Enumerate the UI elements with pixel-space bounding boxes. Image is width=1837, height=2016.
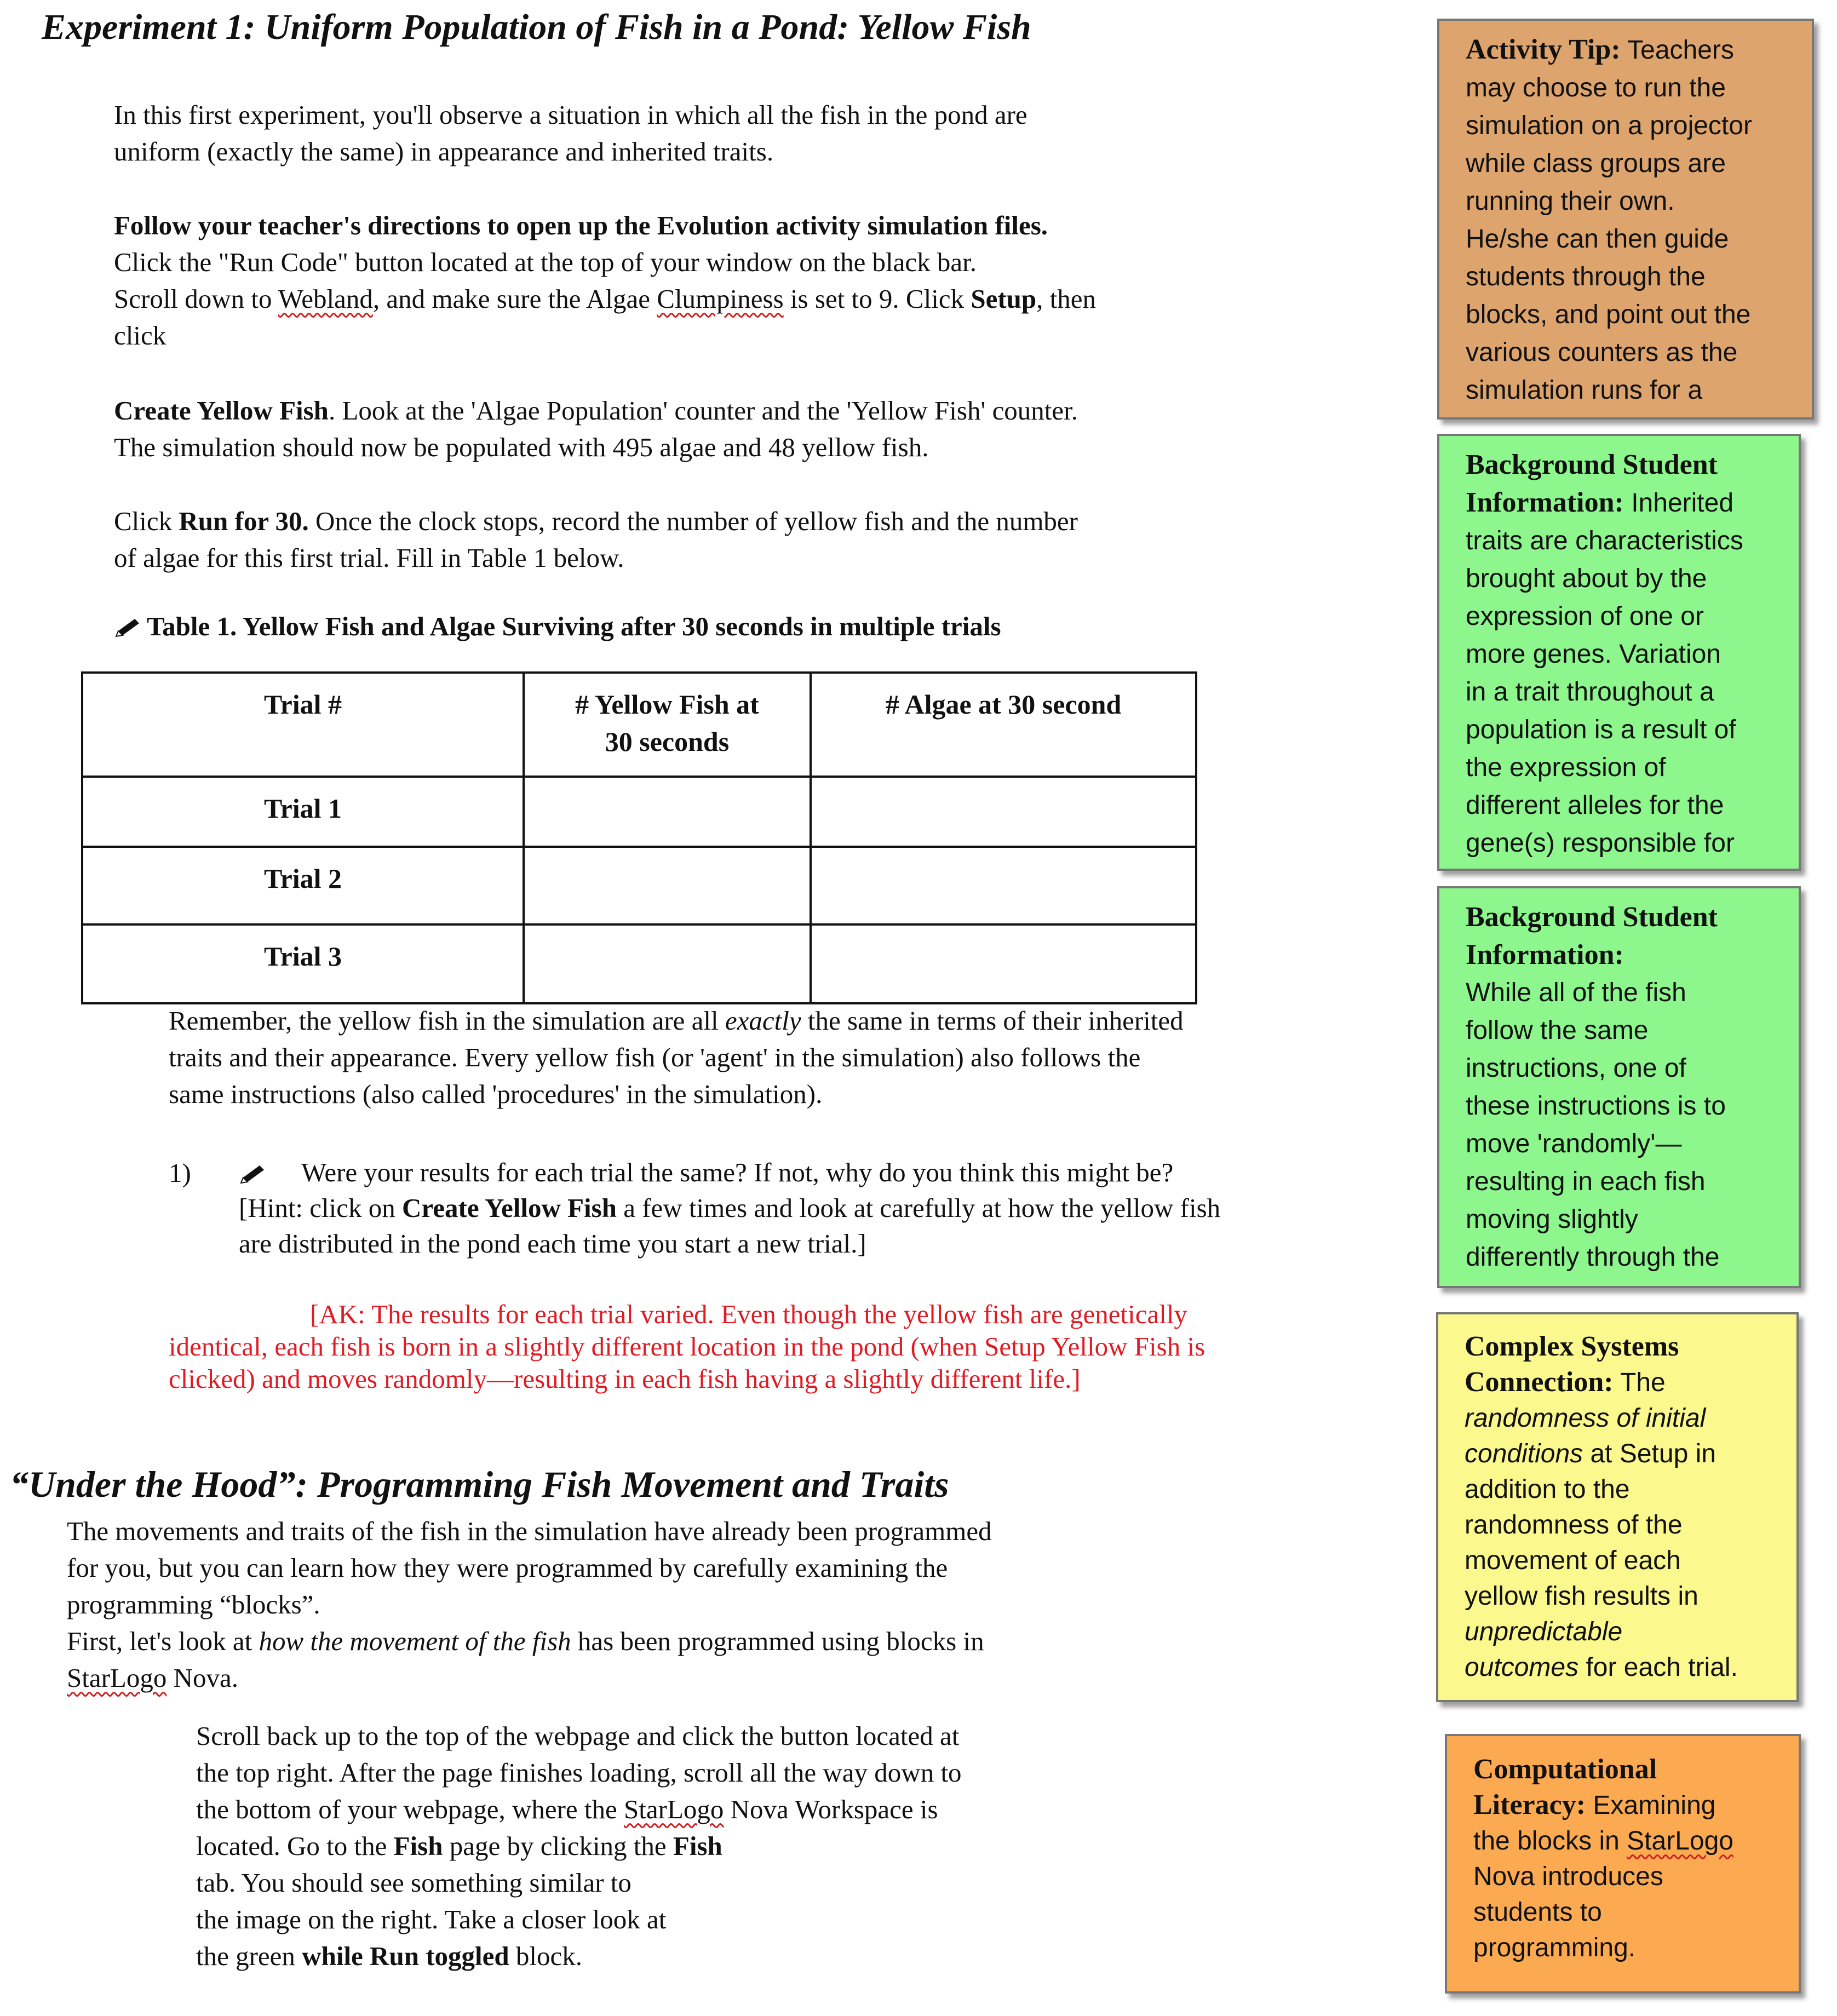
scroll-paragraph: Scroll back up to the top of the webpage and click the button located at the top right. After the page finishes loading, scroll all the way down to the bottom of your webpage, where the StarLogo Nova Workspace is located. Go to the Fish page by clicking the Fish tab. You should see something similar to the image on the right. Take a closer look at the green while Run toggled block. (196, 1721, 962, 1971)
under-hood-heading: “Under the Hood”: Programming Fish Movement and Traits (10, 1463, 949, 1505)
computational-literacy-box: Computational Literacy: Examining the blocks in StarLogo Nova introduces students to programming. (1445, 1734, 1801, 1994)
question-1: Were your results for each trial the same? If not, why do you think this might be? [Hint: click on Create Yellow Fish a few times and look at carefully at how the yellow fish are distributed in the pond each time you start a new trial.] (239, 1157, 1221, 1259)
trial-label: Trial 2 (82, 847, 524, 924)
activity-tip-box: Activity Tip: Teachers may choose to run the simulation on a projector while class groups are running their own. He/she can then guide students through the blocks, and point out the various counters as the simulation runs for a (1437, 19, 1814, 420)
remember-paragraph: Remember, the yellow fish in the simulation are all exactly the same in terms of their inherited traits and their appearance. Every yellow fish (or 'agent' in the simulation) also follows the same instructions (also called 'procedures' in the simulation). (169, 1006, 1184, 1109)
algae-cell[interactable] (811, 847, 1196, 924)
under-hood-paragraph: The movements and traits of the fish in the simulation have already been programmed for you, but you can learn how they were programmed by carefully examining the programming “blocks”. First, let's look at how the movement of the fish has been programmed using blocks in StarLogo Nova. (67, 1516, 992, 1693)
background-info-box-1: Background Student Information: Inherited traits are characteristics brought about by the expression of one or more genes. Variation in a trait throughout a population is a result of the expression of different alleles for the gene(s) responsible for (1437, 434, 1801, 871)
trials-table (81, 671, 1197, 1004)
directions-paragraph: Follow your teacher's directions to open up the Evolution activity simulation files. Click the "Run Code" button located at the top of your window on the black bar. Scroll down to Webland, and make sure the Algae Clumpiness is set to 9. Click Setup, then click (114, 210, 1097, 351)
trial-label: Trial 1 (82, 777, 524, 847)
create-fish-paragraph: Create Yellow Fish. Look at the 'Algae Population' counter and the 'Yellow Fish' counter. The simulation should now be populated with 495 algae and 48 yellow fish. (114, 395, 1078, 462)
algae-cell[interactable] (811, 777, 1196, 847)
trial-label: Trial 3 (82, 924, 524, 1003)
background-info-box-2: Background Student Information: While all of the fish follow the same instructions, one of these instructions is to move 'randomly'— resulting in each fish moving slightly differently through the (1437, 886, 1801, 1288)
intro-paragraph: In this first experiment, you'll observe a situation in which all the fish in the pond are uniform (exactly the same) in appearance and inherited traits. (114, 100, 1027, 166)
header-trial: Trial # (82, 673, 524, 777)
starlogo-text: StarLogo (67, 1663, 167, 1693)
webland-link: Webland (278, 284, 373, 314)
header-algae: # Algae at 30 second (811, 673, 1196, 777)
algae-cell[interactable] (811, 924, 1196, 1003)
yellow-fish-cell[interactable] (524, 847, 811, 924)
table-row (82, 847, 1196, 924)
table-row (82, 777, 1196, 847)
complex-systems-box: Complex Systems Connection: The randomness of initial conditions at Setup in addition to the randomness of the movement of each yellow fish results in unpredictable outcomes for each trial. (1436, 1312, 1799, 1702)
header-yellow-fish: # Yellow Fish at 30 seconds (524, 673, 811, 777)
pencil-icon (114, 611, 147, 648)
answer-key: [AK: The results for each trial varied. Even though the yellow fish are genetically identical, each fish is born in a slightly different location in the pond (when Setup Yellow Fish is clicked) and moves randomly—resulting in each fish having a slightly different life.] (169, 1299, 1205, 1394)
table-caption: Table 1. Yellow Fish and Algae Surviving after 30 seconds in multiple trials (114, 608, 1001, 648)
experiment-heading: Experiment 1: Uniform Population of Fish in a Pond: Yellow Fish (42, 7, 1031, 47)
yellow-fish-cell[interactable] (524, 924, 811, 1003)
run-paragraph: Click Run for 30. Once the clock stops, record the number of yellow fish and the number of algae for this first trial. Fill in Table 1 below. (114, 506, 1078, 573)
table-row (82, 924, 1196, 1003)
yellow-fish-cell[interactable] (524, 777, 811, 847)
question-number: 1) (169, 1158, 191, 1188)
